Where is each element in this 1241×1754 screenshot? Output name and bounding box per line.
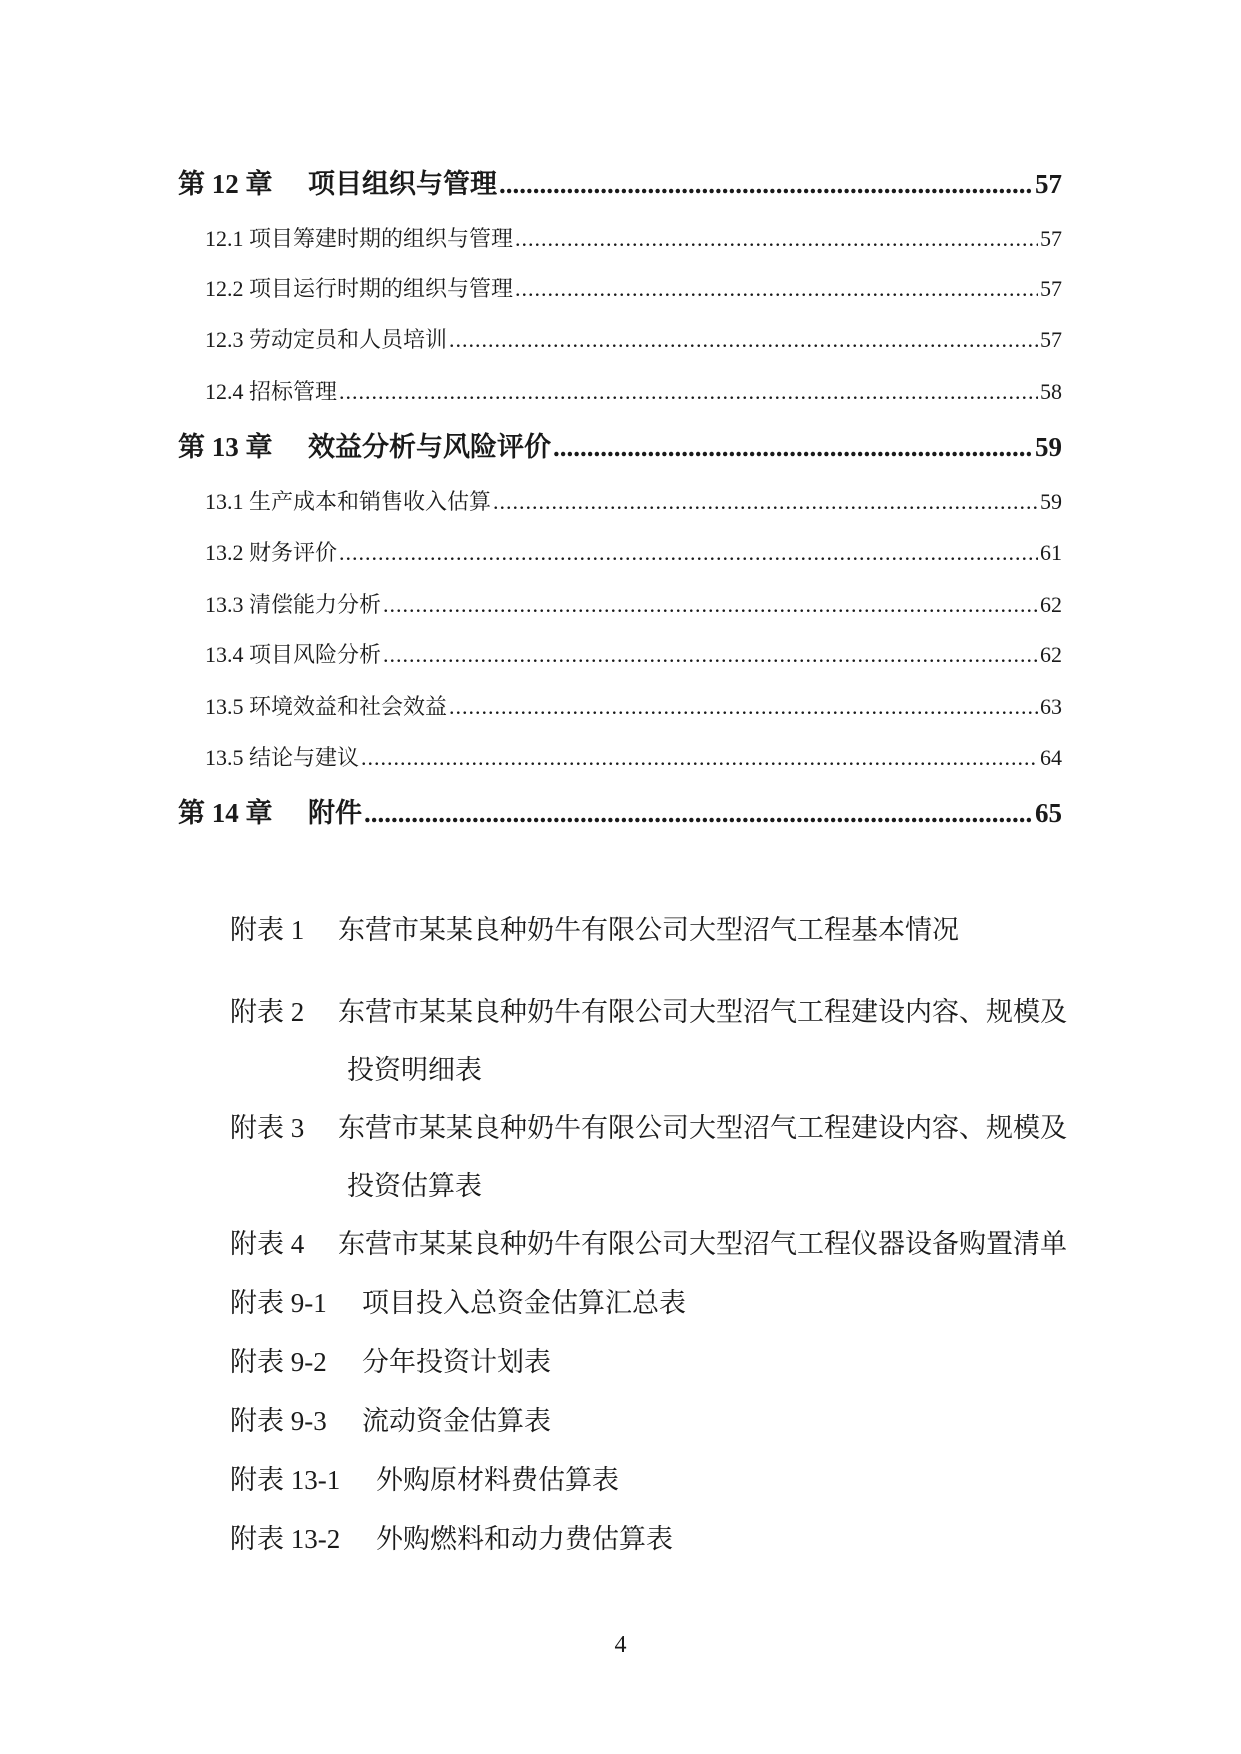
- toc-section-12-2[interactable]: [178, 272, 1062, 303]
- toc-page-number: 63: [1040, 694, 1062, 719]
- appendix-text-continued: 投资明细表: [347, 1055, 482, 1085]
- appendix-item-13-2: [230, 1509, 673, 1569]
- toc-chapter-14[interactable]: [178, 791, 1062, 830]
- toc-section-title: 13.1 生产成本和销售收入估算: [205, 489, 492, 514]
- page-number: 4: [614, 1632, 627, 1658]
- toc-page-number: 61: [1040, 540, 1062, 565]
- toc-section-title: 13.5 环境效益和社会效益: [205, 694, 448, 719]
- dot-leader: [493, 489, 1038, 515]
- appendix-text: 流动资金估算表: [362, 1406, 551, 1436]
- appendix-text-continued: 投资估算表: [347, 1171, 482, 1201]
- toc-section-title: 12.1 项目筹建时期的组织与管理: [205, 226, 514, 251]
- dot-leader: [515, 276, 1038, 302]
- toc-page-number: 58: [1040, 379, 1062, 404]
- toc-chapter-13[interactable]: [178, 425, 1062, 464]
- appendix-text: 外购燃料和动力费估算表: [376, 1524, 673, 1554]
- toc-section-title: 12.4 招标管理: [205, 379, 338, 404]
- toc-section-12-3[interactable]: [178, 323, 1062, 354]
- appendix-text: 外购原材料费估算表: [376, 1465, 619, 1495]
- dot-leader: [449, 327, 1038, 353]
- toc-section-13-5b[interactable]: [178, 741, 1062, 772]
- dot-leader: [553, 432, 1033, 463]
- toc-section-13-2[interactable]: [178, 536, 1062, 567]
- appendix-label: 附表 1: [230, 915, 305, 945]
- dot-leader: [499, 169, 1033, 200]
- dot-leader: [383, 642, 1038, 668]
- appendix-label: 附表 4: [230, 1229, 305, 1259]
- appendix-label: 附表 9-2: [230, 1347, 327, 1377]
- dot-leader: [364, 798, 1033, 829]
- toc-chapter-12[interactable]: [178, 162, 1062, 201]
- chapter-title-text: 项目组织与管理: [308, 169, 497, 199]
- appendix-label: 附表 13-2: [230, 1524, 341, 1554]
- appendix-item-9-3: [230, 1391, 551, 1451]
- toc-section-13-5[interactable]: [178, 690, 1062, 721]
- dot-leader: [383, 592, 1038, 618]
- chapter-number: 第 13 章: [178, 432, 273, 462]
- toc-section-title: 13.3 清偿能力分析: [205, 592, 382, 617]
- toc-page-number: 62: [1040, 642, 1062, 667]
- toc-page-number: 57: [1040, 327, 1062, 352]
- dot-leader: [361, 745, 1038, 771]
- chapter-title-text: 附件: [308, 798, 362, 828]
- toc-page-number: 62: [1040, 592, 1062, 617]
- toc-section-title: 12.2 项目运行时期的组织与管理: [205, 276, 514, 301]
- toc-section-13-3[interactable]: [178, 588, 1062, 619]
- chapter-number: 第 14 章: [178, 798, 273, 828]
- appendix-item-1: [230, 900, 959, 960]
- appendix-text: 东营市某某良种奶牛有限公司大型沼气工程建设内容、规模及: [338, 997, 1067, 1027]
- chapter-number: 第 12 章: [178, 169, 273, 199]
- toc-section-12-4[interactable]: [178, 375, 1062, 406]
- appendix-item-13-1: [230, 1450, 619, 1510]
- dot-leader: [339, 540, 1038, 566]
- appendix-label: 附表 2: [230, 997, 305, 1027]
- toc-section-title: 12.3 劳动定员和人员培训: [205, 327, 448, 352]
- toc-page-number: 59: [1040, 489, 1062, 514]
- toc-page-number: 65: [1035, 798, 1062, 828]
- toc-page-number: 57: [1040, 276, 1062, 301]
- appendix-label: 附表 13-1: [230, 1465, 341, 1495]
- appendix-item-2: [230, 982, 1067, 1085]
- appendix-label: 附表 9-3: [230, 1406, 327, 1436]
- dot-leader: [449, 694, 1038, 720]
- toc-section-title: 13.5 结论与建议: [205, 745, 360, 770]
- dot-leader: [339, 379, 1038, 405]
- appendix-item-4: [230, 1214, 1067, 1274]
- dot-leader: [515, 226, 1038, 252]
- appendix-text: 项目投入总资金估算汇总表: [362, 1288, 686, 1318]
- appendix-text: 东营市某某良种奶牛有限公司大型沼气工程基本情况: [338, 915, 959, 945]
- appendix-label: 附表 9-1: [230, 1288, 327, 1318]
- toc-section-13-4[interactable]: [178, 638, 1062, 669]
- appendix-item-3: [230, 1098, 1067, 1201]
- toc-section-12-1[interactable]: [178, 222, 1062, 253]
- appendix-label: 附表 3: [230, 1113, 305, 1143]
- chapter-title-text: 效益分析与风险评价: [308, 432, 551, 462]
- toc-page-number: 57: [1035, 169, 1062, 199]
- toc-section-title: 13.4 项目风险分析: [205, 642, 382, 667]
- appendix-text: 东营市某某良种奶牛有限公司大型沼气工程仪器设备购置清单: [338, 1229, 1067, 1259]
- toc-page-number: 57: [1040, 226, 1062, 251]
- toc-section-13-1[interactable]: [178, 485, 1062, 516]
- appendix-text: 分年投资计划表: [362, 1347, 551, 1377]
- toc-chapter-title: [178, 425, 551, 464]
- toc-chapter-title: [178, 162, 497, 201]
- toc-chapter-title: [178, 791, 362, 830]
- toc-section-title: 13.2 财务评价: [205, 540, 338, 565]
- toc-page-number: 59: [1035, 432, 1062, 462]
- appendix-item-9-1: [230, 1273, 686, 1333]
- toc-page-number: 64: [1040, 745, 1062, 770]
- appendix-text: 东营市某某良种奶牛有限公司大型沼气工程建设内容、规模及: [338, 1113, 1067, 1143]
- appendix-item-9-2: [230, 1332, 551, 1392]
